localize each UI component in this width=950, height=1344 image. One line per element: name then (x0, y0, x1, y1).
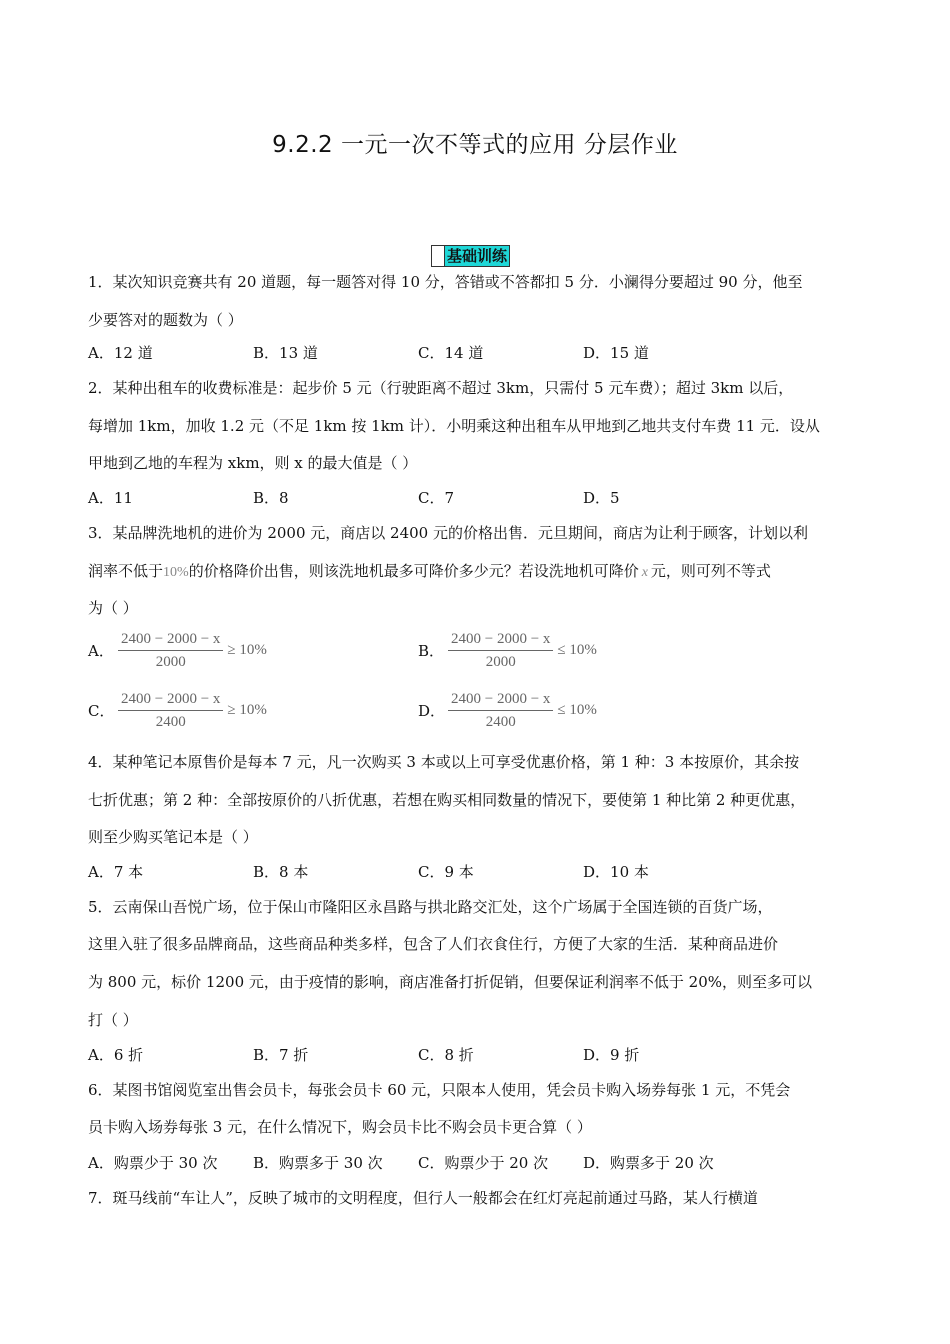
fraction-denominator: 2400 (485, 713, 516, 730)
question-1-option-c: C．14 道 (418, 344, 484, 362)
question-5-line-3: 为 800 元，标价 1200 元，由于疫情的影响，商店准备打折促销，但要保证利润率不低于 20%，则至多可以 (88, 973, 812, 991)
section-badge-marker (432, 246, 445, 266)
question-6-option-a: A．购票少于 30 次 (88, 1154, 218, 1172)
question-2-option-b: B．8 (253, 489, 289, 507)
question-3-line-2-part-c: 元，则可列不等式 (650, 562, 771, 580)
section-badge (431, 245, 510, 267)
question-3-option-d (418, 688, 597, 732)
question-3-option-a (88, 628, 267, 672)
question-6-option-b: B．购票多于 30 次 (253, 1154, 383, 1172)
question-5-line-1: 5．云南保山吾悦广场，位于保山市隆阳区永昌路与拱北路交汇处，这个广场属于全国连锁的百货广场， (88, 898, 773, 916)
fraction (118, 690, 223, 731)
question-3-variable-x: x (641, 565, 648, 580)
question-5-option-c: C．8 折 (418, 1046, 474, 1064)
question-6-line-1: 6．某图书馆阅览室出售会员卡，每张会员卡 60 元，只限本人使用，凭会员卡购入场券每张 1 元，不凭会 (88, 1081, 791, 1099)
fraction-denominator: 2400 (155, 713, 186, 730)
question-4-option-d: D．10 本 (583, 863, 649, 881)
question-5-line-2: 这里入驻了很多品牌商品，这些商品种类多样，包含了人们衣食住行，方便了大家的生活．某种商品进价 (88, 935, 779, 953)
fraction (118, 630, 223, 671)
question-2-option-c: C．7 (418, 489, 455, 507)
question-1-line-1: 1．某次知识竞赛共有 20 道题，每一题答对得 10 分，答错或不答都扣 5 分．小澜得分要超过 90 分，他至 (88, 273, 803, 291)
question-2-option-d: D．5 (583, 489, 620, 507)
option-letter: D． (418, 701, 446, 720)
question-5-line-4: 打（ ） (88, 1011, 138, 1029)
inequality-relation: ≥ 10% (227, 701, 267, 718)
option-letter: A． (88, 641, 114, 660)
question-3-line-2-part-b: 的价格降价出售，则该洗地机最多可降价多少元？若设洗地机可降价 (188, 562, 639, 580)
question-3-line-2 (88, 561, 771, 583)
fraction-numerator: 2400 − 2000 − x (121, 630, 221, 647)
fraction-numerator: 2400 − 2000 − x (451, 630, 551, 647)
question-6-option-d: D．购票多于 20 次 (583, 1154, 714, 1172)
question-1-line-2: 少要答对的题数为（ ） (88, 311, 243, 329)
fraction-numerator: 2400 − 2000 − x (121, 690, 221, 707)
fraction (448, 630, 553, 671)
question-6-option-c: C．购票少于 20 次 (418, 1154, 549, 1172)
page-title: 9.2.2 一元一次不等式的应用 分层作业 (272, 132, 678, 158)
question-1-option-d: D．15 道 (583, 344, 649, 362)
question-4-option-b: B．8 本 (253, 863, 309, 881)
question-2-option-a: A．11 (88, 489, 133, 507)
question-4-line-3: 则至少购买笔记本是（ ） (88, 828, 258, 846)
question-2-line-3: 甲地到乙地的车程为 xkm，则 x 的最大值是（ ） (88, 454, 418, 472)
question-3-line-1: 3．某品牌洗地机的进价为 2000 元，商店以 2400 元的价格出售．元旦期间，商店为让利于顾客，计划以利 (88, 524, 808, 542)
option-letter: B． (418, 641, 445, 660)
question-3-line-3: 为（ ） (88, 599, 138, 617)
question-5-option-d: D．9 折 (583, 1046, 640, 1064)
question-5-option-a: A．6 折 (88, 1046, 144, 1064)
question-3-line-2-part-a: 润率不低于 (88, 562, 164, 580)
question-2-line-1: 2．某种出租车的收费标准是：起步价 5 元（行驶距离不超过 3km，只需付 5 元车费）；超过 3km 以后， (88, 379, 794, 397)
section-badge-label: 基础训练 (447, 247, 508, 265)
inequality-relation: ≥ 10% (227, 641, 267, 658)
question-5-option-b: B．7 折 (253, 1046, 309, 1064)
question-1-option-a: A．12 道 (88, 344, 153, 362)
question-6-line-2: 员卡购入场券每张 3 元，在什么情况下，购会员卡比不购会员卡更合算（ ） (88, 1118, 592, 1136)
question-3-percent: 10% (163, 565, 189, 580)
question-3-option-b (418, 628, 597, 672)
question-3-option-c (88, 688, 267, 732)
inequality-relation: ≤ 10% (557, 701, 597, 718)
question-1-option-b: B．13 道 (253, 344, 318, 362)
fraction-denominator: 2000 (155, 653, 186, 670)
question-7-line-1: 7．斑马线前“车让人”，反映了城市的文明程度，但行人一般都会在红灯亮起前通过马路，某人行横道 (88, 1189, 758, 1207)
question-4-option-a: A．7 本 (88, 863, 144, 881)
question-4-line-2: 七折优惠；第 2 种：全部按原价的八折优惠，若想在购买相同数量的情况下，要使第 1 种比第 2 种更优惠， (88, 791, 806, 809)
fraction-numerator: 2400 − 2000 − x (451, 690, 551, 707)
fraction (448, 690, 553, 731)
question-4-line-1: 4．某种笔记本原售价是每本 7 元，凡一次购买 3 本或以上可享受优惠价格，第 1 种：3 本按原价，其余按 (88, 753, 800, 771)
option-letter: C． (88, 701, 115, 720)
question-4-option-c: C．9 本 (418, 863, 474, 881)
question-2-line-2: 每增加 1km，加收 1.2 元（不足 1km 按 1km 计）．小明乘这种出租车从甲地到乙地共支付车费 11 元．设从 (88, 417, 820, 435)
fraction-denominator: 2000 (485, 653, 516, 670)
inequality-relation: ≤ 10% (557, 641, 597, 658)
